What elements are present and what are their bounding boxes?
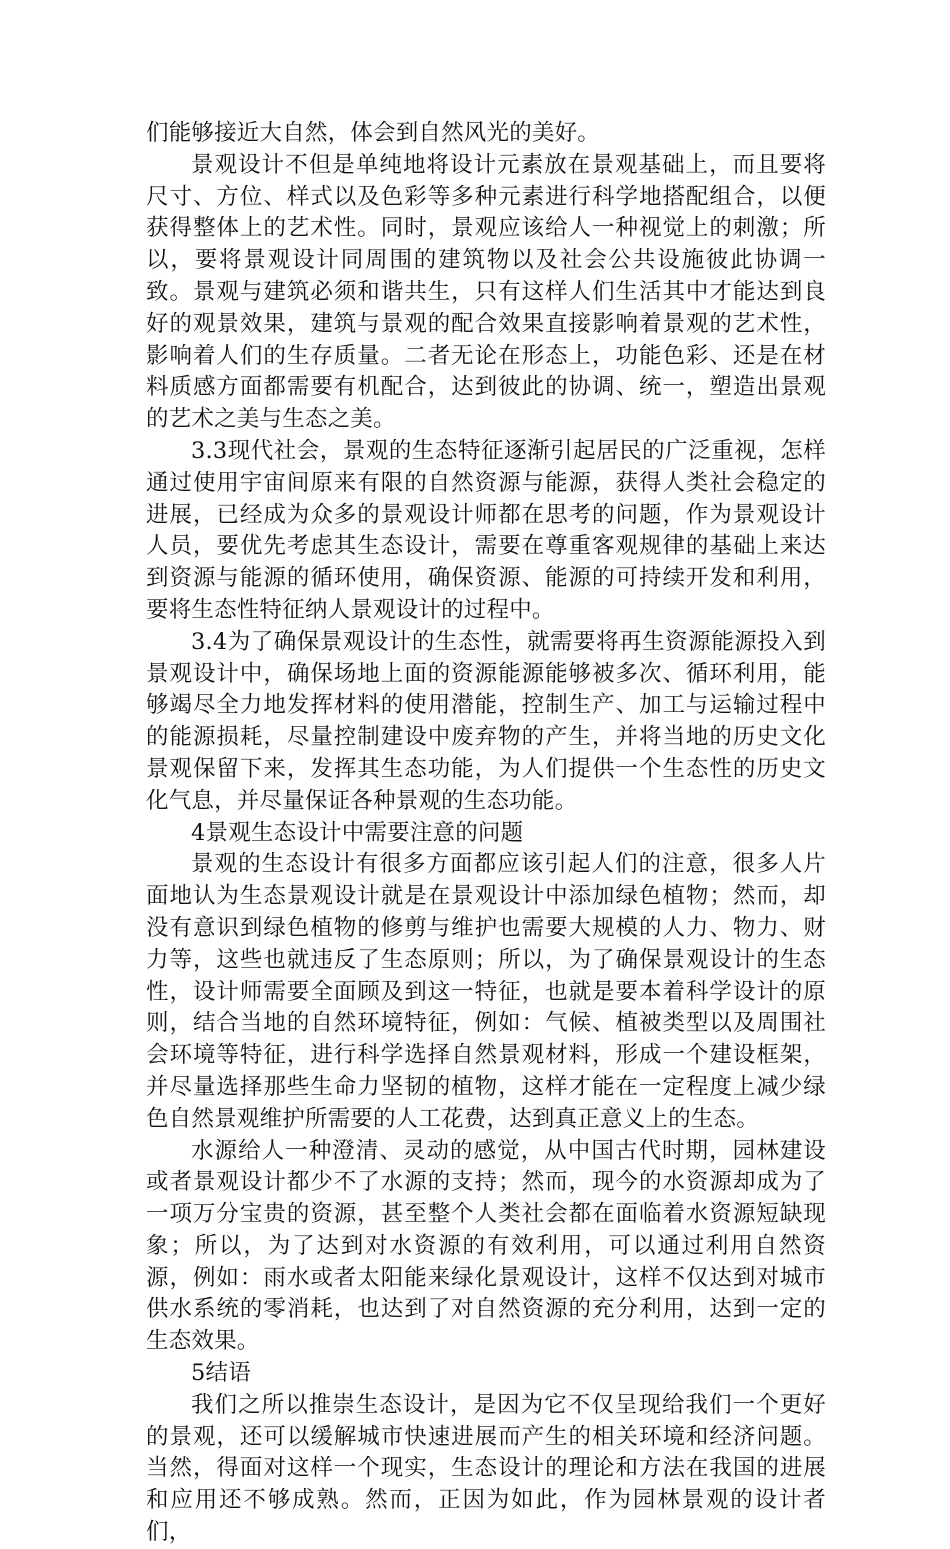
section-heading-5: 5结语 [191, 1360, 251, 1387]
paragraph-landscape-art: 景观设计不但是单纯地将设计元素放在景观基础上，而且要将尺寸、方位、样式以及色彩等多种元素进行科学地搭配组合，以便获得整体上的艺术性。同时，景观应该给人一种视觉上的刺激；所以，要将景观设计同周围的建筑物以及社会公共设施彼此协调一致。景观与建筑必须和谐共生，只有这样人们生活其中才能达到良好的观景效果，建筑与景观的配合效果直接影响着景观的艺术性，影响着人们的生存质量。二者无论在形态上，功能色彩、还是在材料质感方面都需要有机配合，达到彼此的协调、统一，塑造出景观的艺术之美与生态之美。 [146, 151, 826, 433]
document-body [146, 118, 826, 1549]
paragraph-continuation: 们能够接近大自然，体会到自然风光的美好。 [146, 120, 601, 146]
paragraph-water-resources: 水源给人一种澄清、灵动的感觉，从中国古代时期，园林建设或者景观设计都少不了水源的支持；然而，现今的水资源却成为了一项万分宝贵的资源，甚至整个人类社会都在面临着水资源短缺现象；所以，为了达到对水资源的有效利用，可以通过利用自然资源，例如：雨水或者太阳能来绿化景观设计，这样不仅达到对城市供水系统的零消耗，也达到了对自然资源的充分利用，达到一定的生态效果。 [146, 1137, 826, 1355]
paragraph-section-3-3: 3.3现代社会，景观的生态特征逐渐引起居民的广泛重视，怎样通过使用宇宙间原来有限的自然资源与能源，获得人类社会稳定的进展，已经成为众多的景观设计师都在思考的问题，作为景观设计人员，要优先考虑其生态设计，需要在尊重客观规律的基础上来达到资源与能源的循环使用，确保资源、能源的可持续开发和利用，要将生态性特征纳人景观设计的过程中。 [146, 437, 826, 623]
section-heading-4: 4景观生态设计中需要注意的问题 [191, 819, 524, 846]
paragraph-conclusion: 我们之所以推崇生态设计，是因为它不仅呈现给我们一个更好的景观，还可以缓解城市快速进展而产生的相关环境和经济问题。当然，得面对这样一个现实，生态设计的理论和方法在我国的进展和应用还不够成熟。然而，正因为如此，作为园林景观的设计者们， [146, 1391, 826, 1546]
paragraph-ecological-issues: 景观的生态设计有很多方面都应该引起人们的注意，很多人片面地认为生态景观设计就是在景观设计中添加绿色植物；然而，却没有意识到绿色植物的修剪与维护也需要大规模的人力、物力、财力等，这些也就违反了生态原则；所以，为了确保景观设计的生态性，设计师需要全面顾及到这一特征，也就是要本着科学设计的原则，结合当地的自然环境特征，例如：气候、植被类型以及周围社会环境等特征，进行科学选择自然景观材料，形成一个建设框架，并尽量选择那些生命力坚韧的植物，这样才能在一定程度上减少绿色自然景观维护所需要的人工花费，达到真正意义上的生态。 [146, 851, 826, 1132]
paragraph-section-3-4: 3.4为了确保景观设计的生态性，就需要将再生资源能源投入到景观设计中，确保场地上面的资源能源能够被多次、循环利用，能够竭尽全力地发挥材料的使用潜能，控制生产、加工与运输过程中的能源损耗，尽量控制建设中废弃物的产生，并将当地的历史文化景观保留下来，发挥其生态功能，为人们提供一个生态性的历史文化气息，并尽量保证各种景观的生态功能。 [146, 628, 826, 814]
